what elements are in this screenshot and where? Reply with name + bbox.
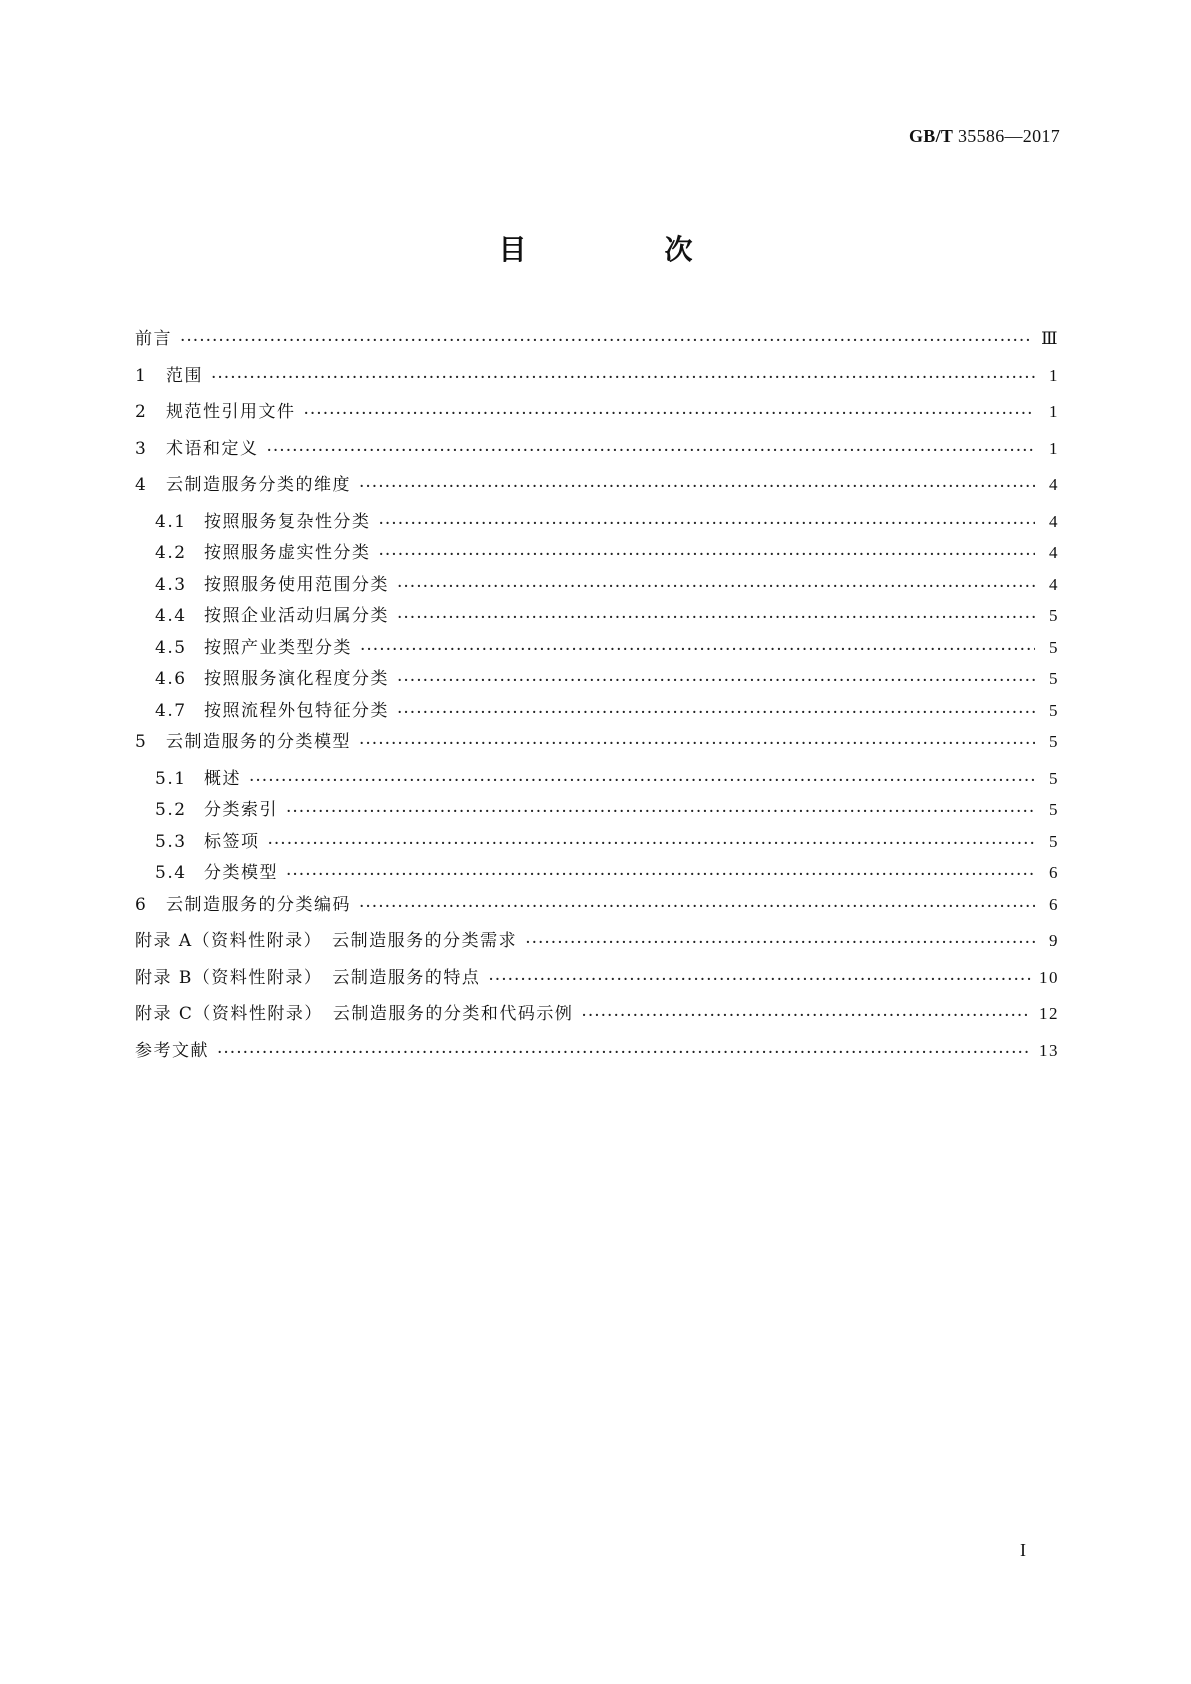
toc-dot-leader [359, 734, 1035, 751]
toc-entry-page: 4 [1049, 543, 1059, 562]
toc-entry-page: 10 [1039, 967, 1059, 987]
toc-entry-number: 5 [135, 732, 148, 752]
toc-entry[interactable] [135, 633, 1059, 665]
toc-entry-label: 按照服务虚实性分类 [204, 543, 371, 563]
toc-entry[interactable] [135, 507, 1059, 539]
toc-entry[interactable] [135, 858, 1059, 890]
toc-entry[interactable] [135, 890, 1059, 927]
toc-entry-label: 附录 C（资料性附录） 云制造服务的分类和代码示例 [135, 1004, 574, 1024]
toc-entry-number: 5.1 [155, 768, 187, 789]
toc-entry-page: 1 [1049, 365, 1059, 385]
toc-entry[interactable] [135, 963, 1059, 1000]
toc-entry-number: 2 [135, 402, 148, 422]
toc-entry[interactable] [135, 397, 1059, 434]
toc-entry-number: 3 [135, 438, 148, 459]
toc-entry[interactable] [135, 361, 1059, 398]
toc-entry-label: 按照服务复杂性分类 [204, 511, 371, 532]
toc-dot-leader [249, 771, 1035, 788]
toc-entry-label: 分类模型 [204, 863, 278, 883]
toc-entry[interactable] [135, 324, 1059, 361]
toc-entry-number: 5.3 [155, 831, 187, 852]
toc-entry-number: 4 [135, 475, 148, 495]
toc-entry-number: 4.3 [155, 574, 187, 595]
toc-entry-number: 4.7 [155, 700, 187, 721]
toc-entry[interactable] [135, 538, 1059, 570]
toc-entry[interactable] [135, 570, 1059, 602]
toc-entry-number: 5.4 [155, 863, 187, 883]
toc-entry-label: 云制造服务的分类模型 [166, 732, 351, 752]
toc-entry-page: 4 [1049, 475, 1059, 494]
toc-entry-page: 5 [1049, 800, 1059, 819]
toc-entry[interactable] [135, 827, 1059, 859]
page-number: I [1020, 1540, 1026, 1560]
table-of-contents [135, 324, 1059, 1072]
toc-entry[interactable] [135, 696, 1059, 728]
toc-entry-page: 1 [1049, 438, 1059, 458]
toc-entry-label: 概述 [204, 768, 241, 789]
toc-entry[interactable] [135, 999, 1059, 1036]
toc-entry-label: 云制造服务的分类编码 [166, 894, 351, 915]
toc-entry-number: 4.4 [155, 606, 187, 626]
standard-code [909, 126, 1060, 147]
toc-entry-label: 云制造服务分类的维度 [166, 475, 351, 495]
toc-dot-leader [525, 933, 1035, 950]
toc-dot-leader [581, 1006, 1031, 1023]
toc-entry-page: 4 [1049, 574, 1059, 594]
toc-dot-leader [488, 970, 1031, 987]
toc-entry-label: 前言 [135, 329, 172, 349]
toc-entry-page: 5 [1049, 700, 1059, 720]
toc-dot-leader [379, 514, 1036, 531]
toc-entry-page: 12 [1039, 1004, 1059, 1023]
toc-entry[interactable] [135, 727, 1059, 764]
toc-entry-number: 4.1 [155, 511, 187, 532]
toc-entry[interactable] [135, 664, 1059, 696]
toc-entry[interactable] [135, 926, 1059, 963]
toc-entry-page: 5 [1049, 831, 1059, 851]
toc-entry-page: 9 [1049, 931, 1059, 950]
toc-entry-label: 附录 B（资料性附录） 云制造服务的特点 [135, 967, 481, 988]
toc-dot-leader [359, 897, 1035, 914]
toc-entry[interactable] [135, 795, 1059, 827]
toc-entry-page: 5 [1049, 669, 1059, 688]
toc-entry-page: 1 [1049, 402, 1059, 421]
toc-dot-leader [359, 477, 1035, 494]
toc-entry[interactable] [135, 601, 1059, 633]
toc-dot-leader [268, 834, 1036, 851]
toc-entry-label: 按照企业活动归属分类 [204, 606, 389, 626]
toc-entry-number: 5.2 [155, 800, 187, 820]
toc-entry-page: 4 [1049, 511, 1059, 531]
toc-entry[interactable] [135, 470, 1059, 507]
toc-entry-label: 附录 A（资料性附录） 云制造服务的分类需求 [135, 931, 518, 951]
toc-dot-leader [304, 404, 1036, 421]
toc-title: 目 次 [498, 233, 748, 266]
toc-entry[interactable] [135, 434, 1059, 471]
toc-entry-label: 参考文献 [135, 1040, 209, 1061]
toc-dot-leader [267, 441, 1036, 458]
toc-entry-label: 术语和定义 [166, 438, 259, 459]
toc-entry-page: 13 [1039, 1040, 1059, 1060]
toc-entry-page: 5 [1049, 768, 1059, 788]
toc-entry-label: 分类索引 [204, 800, 278, 820]
toc-dot-leader [397, 703, 1035, 720]
toc-entry-label: 按照服务使用范围分类 [204, 574, 389, 595]
toc-dot-leader [397, 671, 1035, 688]
toc-entry[interactable] [135, 1036, 1059, 1073]
toc-entry-page: 6 [1049, 894, 1059, 914]
toc-dot-leader [397, 577, 1035, 594]
toc-entry-number: 4.5 [155, 637, 187, 658]
toc-dot-leader [360, 640, 1035, 657]
toc-dot-leader [217, 1043, 1031, 1060]
standard-prefix: GB/T [908, 126, 954, 146]
toc-entry-label: 范围 [166, 365, 203, 386]
toc-entry-number: 1 [135, 365, 148, 386]
toc-dot-leader [397, 608, 1035, 625]
toc-entry-page: 5 [1049, 606, 1059, 625]
toc-entry-page: Ⅲ [1041, 329, 1059, 348]
toc-entry-label: 规范性引用文件 [166, 402, 296, 422]
toc-dot-leader [379, 545, 1036, 562]
standard-number: 35586—2017 [958, 126, 1060, 146]
toc-entry-label: 标签项 [204, 831, 260, 852]
toc-entry-page: 6 [1049, 863, 1059, 882]
toc-entry-number: 6 [135, 894, 148, 915]
toc-dot-leader [286, 865, 1035, 882]
toc-entry-label: 按照产业类型分类 [204, 637, 352, 658]
toc-entry-number: 4.2 [155, 543, 187, 563]
toc-entry-page: 5 [1049, 732, 1059, 751]
toc-entry[interactable] [135, 764, 1059, 796]
toc-dot-leader [211, 368, 1035, 385]
toc-entry-label: 按照服务演化程度分类 [204, 669, 389, 689]
toc-dot-leader [180, 331, 1033, 348]
toc-entry-page: 5 [1049, 637, 1059, 657]
toc-dot-leader [286, 802, 1035, 819]
toc-entry-number: 4.6 [155, 669, 187, 689]
toc-entry-label: 按照流程外包特征分类 [204, 700, 389, 721]
